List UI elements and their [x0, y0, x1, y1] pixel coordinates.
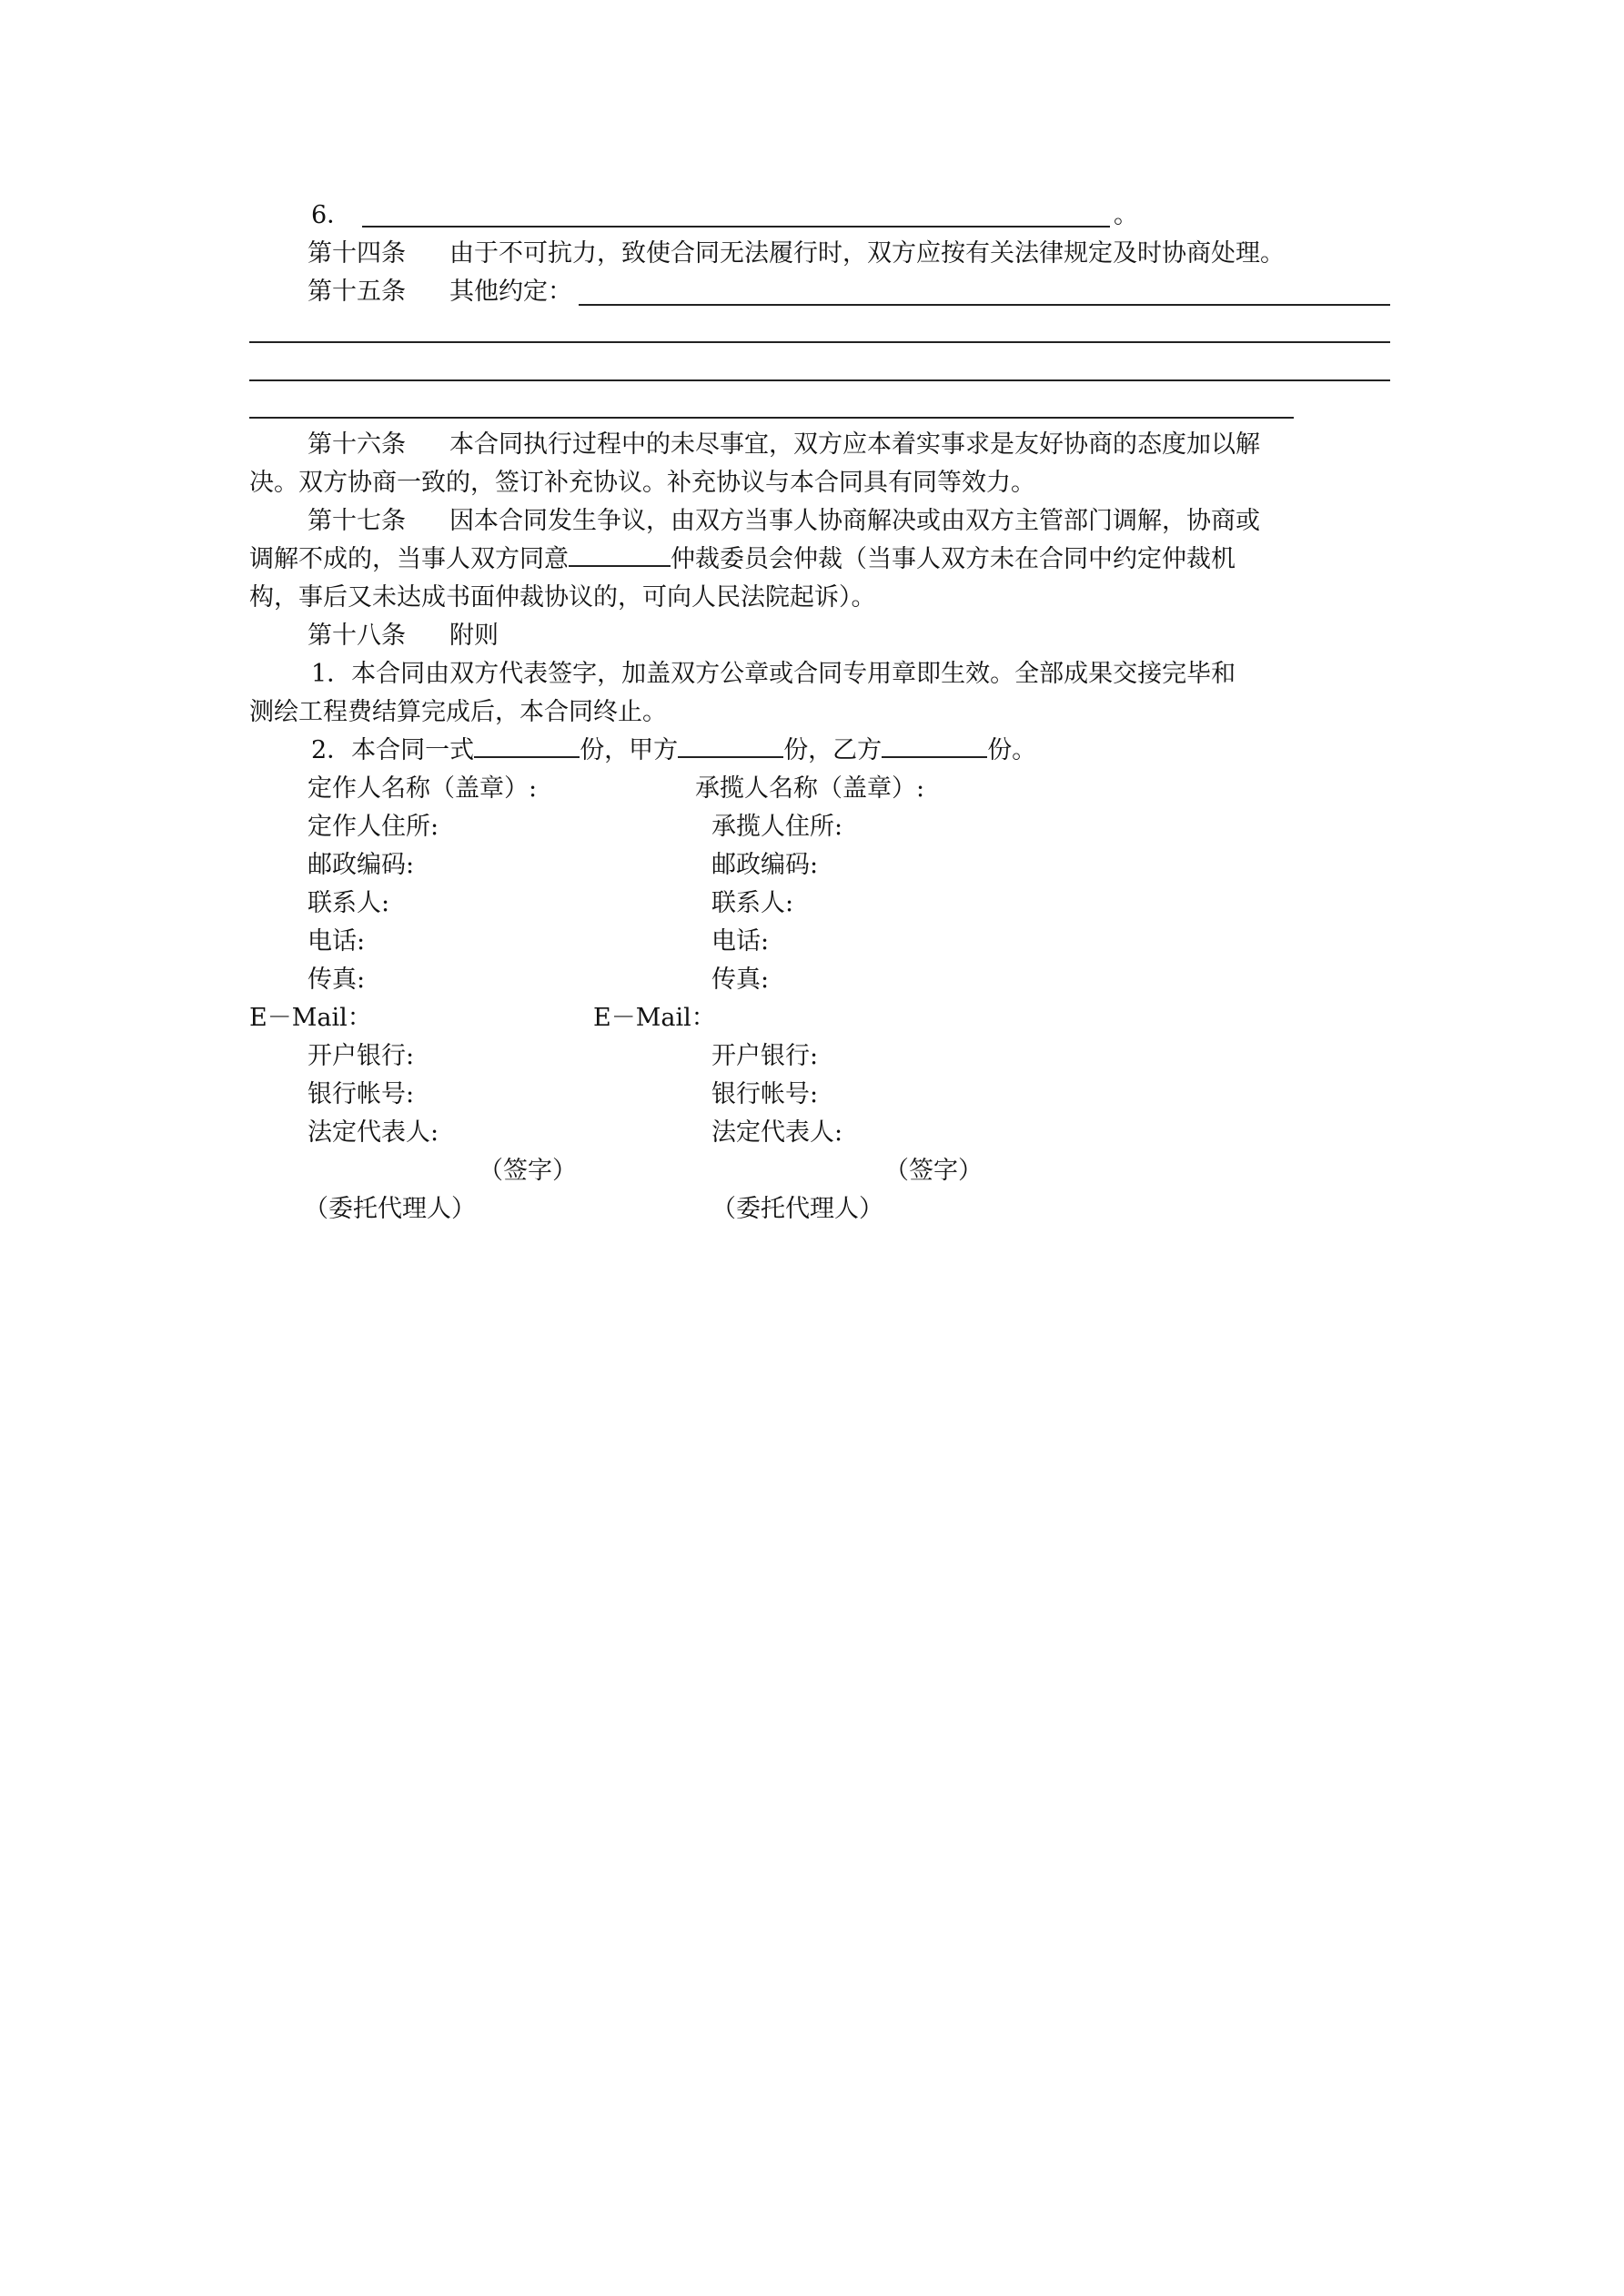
right-fax: 传真:: [711, 966, 770, 994]
art18-p1-line1: 1．本合同由双方代表签字，加盖双方公章或合同专用章即生效。全部成果交接完毕和: [311, 660, 1236, 688]
art16-line2: 决。双方协商一致的，签订补充协议。补充协议与本合同具有同等效力。: [249, 469, 1035, 497]
right-sign: （签字）: [884, 1157, 983, 1185]
art17-line1: 因本合同发生争议，由双方当事人协商解决或由双方主管部门调解，协商或: [449, 507, 1260, 535]
left-agent: （委托代理人）: [304, 1195, 476, 1223]
art18-p2: [311, 732, 1036, 770]
left-phone: 电话:: [308, 927, 366, 956]
right-address: 承揽人住所:: [711, 813, 843, 841]
art14-label: 第十四条: [308, 239, 406, 268]
left-rep: 法定代表人:: [308, 1118, 439, 1147]
left-sign: （签字）: [479, 1157, 577, 1185]
art18-p1-line2: 测绘工程费结算完成后，本合同终止。: [249, 698, 667, 726]
right-agent: （委托代理人）: [711, 1195, 883, 1223]
item6-blank-line: [362, 226, 1110, 228]
left-account: 银行帐号:: [308, 1080, 415, 1108]
art15-blank-line-4: [249, 417, 1294, 419]
left-address: 定作人住所:: [308, 813, 439, 841]
left-name: 定作人名称（盖章）:: [308, 774, 538, 803]
left-bank: 开户银行:: [308, 1042, 415, 1070]
item6-end: 。: [1114, 201, 1138, 229]
right-name: 承揽人名称（盖章）:: [695, 774, 925, 803]
art17-line2a: 调解不成的，当事人双方同意: [249, 545, 569, 573]
left-email: E－Mail：: [249, 1004, 372, 1032]
copies-party-b-blank: [882, 736, 987, 758]
art18-title: 附则: [449, 622, 499, 650]
art16-label: 第十六条: [308, 430, 406, 459]
left-postcode: 邮政编码:: [308, 851, 415, 879]
art15-text: 其他约定：: [449, 278, 572, 306]
right-postcode: 邮政编码:: [711, 851, 819, 879]
right-bank: 开户银行:: [711, 1042, 819, 1070]
arbitration-blank: [569, 545, 671, 567]
art17-line3: 构，事后又未达成书面仲裁协议的，可向人民法院起诉）。: [249, 583, 876, 612]
right-account: 银行帐号:: [711, 1080, 819, 1108]
copies-party-a-blank: [678, 736, 783, 758]
art17-label: 第十七条: [308, 507, 406, 535]
right-rep: 法定代表人:: [711, 1118, 843, 1147]
art17-line2: [249, 541, 1236, 579]
art18-p2-c: 份，乙方: [783, 736, 883, 764]
art18-p2-b: 份，甲方: [580, 736, 679, 764]
art18-label: 第十八条: [308, 622, 406, 650]
right-phone: 电话:: [711, 927, 770, 956]
art17-line2b: 仲裁委员会仲裁（当事人双方未在合同中约定仲裁机: [671, 545, 1236, 573]
art15-blank-line-3: [249, 379, 1390, 381]
art15-label: 第十五条: [308, 278, 406, 306]
art16-line1: 本合同执行过程中的未尽事宜，双方应本着实事求是友好协商的态度加以解: [449, 430, 1260, 459]
art15-blank-line-2: [249, 341, 1390, 343]
left-contact: 联系人:: [308, 889, 390, 917]
copies-total-blank: [474, 736, 580, 758]
item6-number: 6．: [311, 201, 352, 229]
right-email: E－Mail：: [593, 1004, 716, 1032]
right-contact: 联系人:: [711, 889, 794, 917]
art14-text: 由于不可抗力，致使合同无法履行时，双方应按有关法律规定及时协商处理。: [449, 239, 1285, 268]
left-fax: 传真:: [308, 966, 366, 994]
art15-blank-line-1: [579, 304, 1390, 306]
art18-p2-d: 份。: [987, 736, 1037, 764]
art18-p2-a: 2．本合同一式: [311, 736, 475, 764]
